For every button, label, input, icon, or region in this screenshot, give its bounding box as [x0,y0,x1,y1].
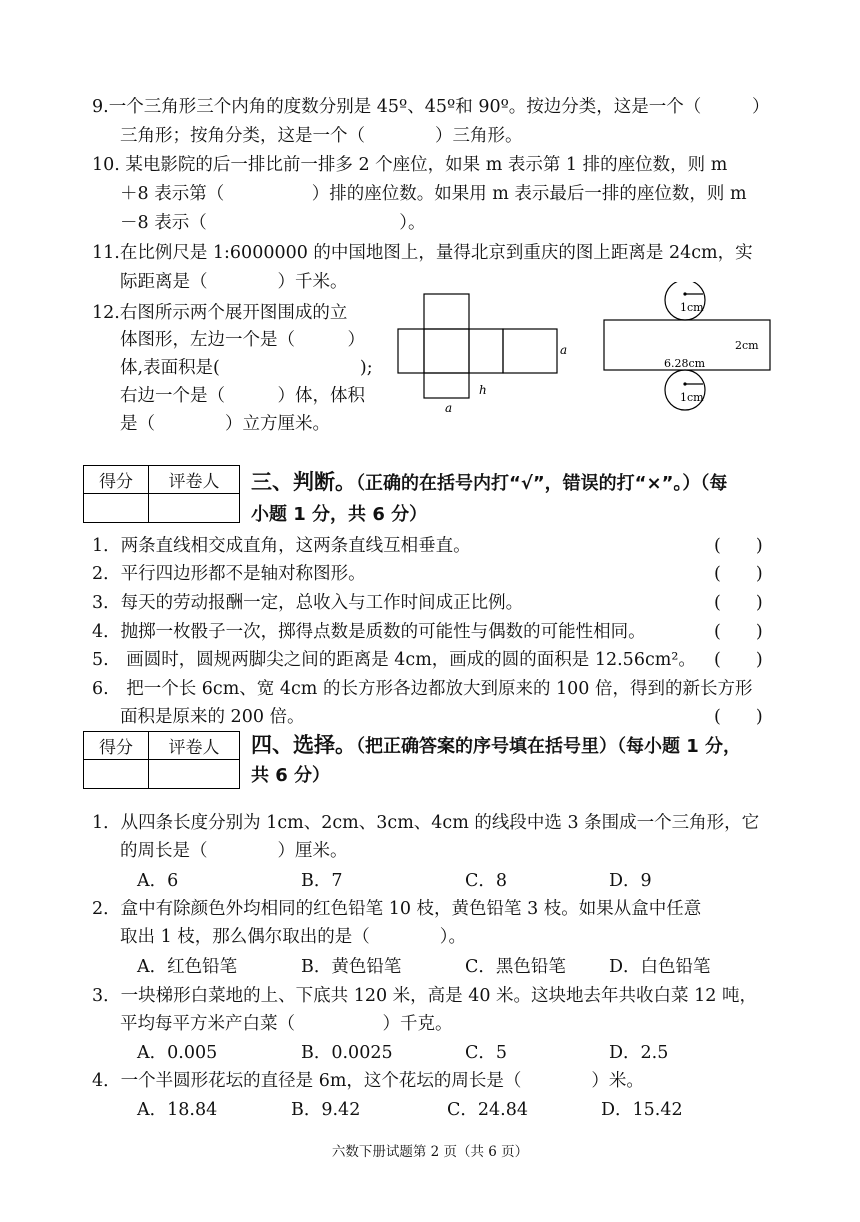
choice-q4-option-d[interactable]: D．15.42 [601,1100,683,1120]
cuboid-net [398,294,557,398]
q12-line2: 体图形，左边一个是（ ） [120,330,365,350]
judge-item-3: 3．每天的劳动报酬一定，总收入与工作时间成正比例。 [92,593,524,613]
nets-figure [390,282,790,412]
choice-q1-option-b[interactable]: B．7 [301,871,343,891]
q12-line4: 右边一个是（ ）体，体积 [120,386,365,406]
judge-paren-4[interactable]: ( ) [714,622,763,642]
choice-q3-option-c[interactable]: C．5 [465,1043,508,1063]
choice-q4-line1: 4．一个半圆形花坛的直径是 6m，这个花坛的周长是（ ）米。 [92,1071,644,1091]
judge-item-6: 6. 把一个长 6cm、宽 4cm 的长方形各边都放大到原来的 100 倍，得到的新长方形 [92,679,753,699]
choice-q3-option-a[interactable]: A．0.005 [137,1043,218,1063]
grader-label: 评卷人 [149,732,240,760]
label-bottom-radius: 1cm [680,391,704,404]
score-table-part3 [83,465,240,523]
choice-q1-option-c[interactable]: C．8 [465,871,508,891]
judge-item-2: 2．平行四边形都不是轴对称图形。 [92,564,366,584]
judge-paren-1[interactable]: ( ) [714,536,763,556]
choice-q2-line2: 取出 1 枝，那么偶尔取出的是（ ）。 [120,927,467,947]
part4-title-line2: 共 6 分） [251,765,331,786]
q10-line2: ＋8 表示第（ ）排的座位数。如果用 m 表示最后一排的座位数，则 m [120,184,747,204]
choice-q4-option-a[interactable]: A．18.84 [137,1100,218,1120]
score-cell[interactable] [84,760,149,789]
choice-q2-option-d[interactable]: D．白色铅笔 [609,957,711,977]
part3-title [251,470,727,496]
part4-title-main: 四、选择。 [251,733,356,757]
label-a-right: a [560,343,568,357]
score-cell[interactable] [84,494,149,523]
grader-cell[interactable] [149,494,240,523]
choice-q2-option-c[interactable]: C．黑色铅笔 [465,957,566,977]
q12-line3: 体,表面积是( ); [120,358,373,378]
choice-q3-option-b[interactable]: B．0.0025 [301,1043,393,1063]
q10-line1: 10. 某电影院的后一排比前一排多 2 个座位，如果 m 表示第 1 排的座位数，则 m [92,155,728,175]
page-footer: 六数下册试题第 2 页（共 6 页） [331,1144,529,1160]
label-top-radius: 1cm [680,301,704,314]
part3-title-line2: 小题 1 分，共 6 分） [251,504,428,525]
part4-title [251,733,741,759]
part4-title-rest: （把正确答案的序号填在括号里）（每小题 1 分， [356,736,742,757]
choice-q2-line1: 2．盒中有除颜色外均相同的红色铅笔 10 枝，黄色铅笔 3 枝。如果从盒中任意 [92,899,702,919]
judge-item-5: 5. 画圆时，圆规两脚尖之间的距离是 4cm，画成的圆的面积是 12.56cm²。 [92,650,696,670]
q11-line2: 际距离是（ ）千米。 [120,272,348,292]
q9-close-paren: ） [752,97,770,117]
choice-q3-line2: 平均每平方米产白菜（ ）千克。 [120,1014,453,1034]
choice-q4-option-c[interactable]: C．24.84 [447,1100,528,1120]
judge-paren-2[interactable]: ( ) [714,564,763,584]
label-h: h [479,383,487,397]
judge-item-6-line2: 面积是原来的 200 倍。 [120,707,305,727]
score-label: 得分 [84,466,149,494]
label-height-2cm: 2cm [735,339,759,352]
score-label: 得分 [84,732,149,760]
choice-q2-option-b[interactable]: B．黄色铅笔 [301,957,402,977]
q10-line3: －8 表示（ ）。 [120,213,426,233]
judge-item-4: 4．抛掷一枚骰子一次，掷得点数是质数的可能性与偶数的可能性相同。 [92,622,646,642]
score-table-part4 [83,731,240,789]
label-length: 6.28cm [664,357,706,370]
grader-cell[interactable] [149,760,240,789]
judge-paren-6[interactable]: ( ) [714,707,763,727]
choice-q1-line2: 的周长是（ ）厘米。 [120,841,348,861]
part3-title-main: 三、判断。 [251,470,356,494]
q9-line2: 三角形；按角分类，这是一个（ ）三角形。 [120,126,523,146]
choice-q2-option-a[interactable]: A．红色铅笔 [137,957,238,977]
judge-paren-3[interactable]: ( ) [714,593,763,613]
label-a-bottom: a [445,401,453,412]
q9-line1: 9.一个三角形三个内角的度数分别是 45º、45º和 90º。按边分类，这是一个（ [92,97,702,117]
judge-paren-5[interactable]: ( ) [714,650,763,670]
q11-line1: 11.在比例尺是 1:6000000 的中国地图上，量得北京到重庆的图上距离是 24cm，实 [92,243,753,263]
choice-q3-line1: 3．一块梯形白菜地的上、下底共 120 米，高是 40 米。这块地去年共收白菜 12 吨， [92,986,757,1006]
choice-q1-option-a[interactable]: A．6 [137,871,179,891]
q12-line5: 是（ ）立方厘米。 [120,414,330,434]
q12-line1: 12.右图所示两个展开图围成的立 [92,303,348,323]
choice-q1-option-d[interactable]: D．9 [609,871,652,891]
choice-q3-option-d[interactable]: D．2.5 [609,1043,669,1063]
part3-title-rest: （正确的在括号内打“√”，错误的打“×”。）（每 [356,473,728,494]
choice-q1-line1: 1．从四条长度分别为 1cm、2cm、3cm、4cm 的线段中选 3 条围成一个三角形，它 [92,813,760,833]
choice-q4-option-b[interactable]: B．9.42 [291,1100,361,1120]
judge-item-1: 1．两条直线相交成直角，这两条直线互相垂直。 [92,536,471,556]
grader-label: 评卷人 [149,466,240,494]
